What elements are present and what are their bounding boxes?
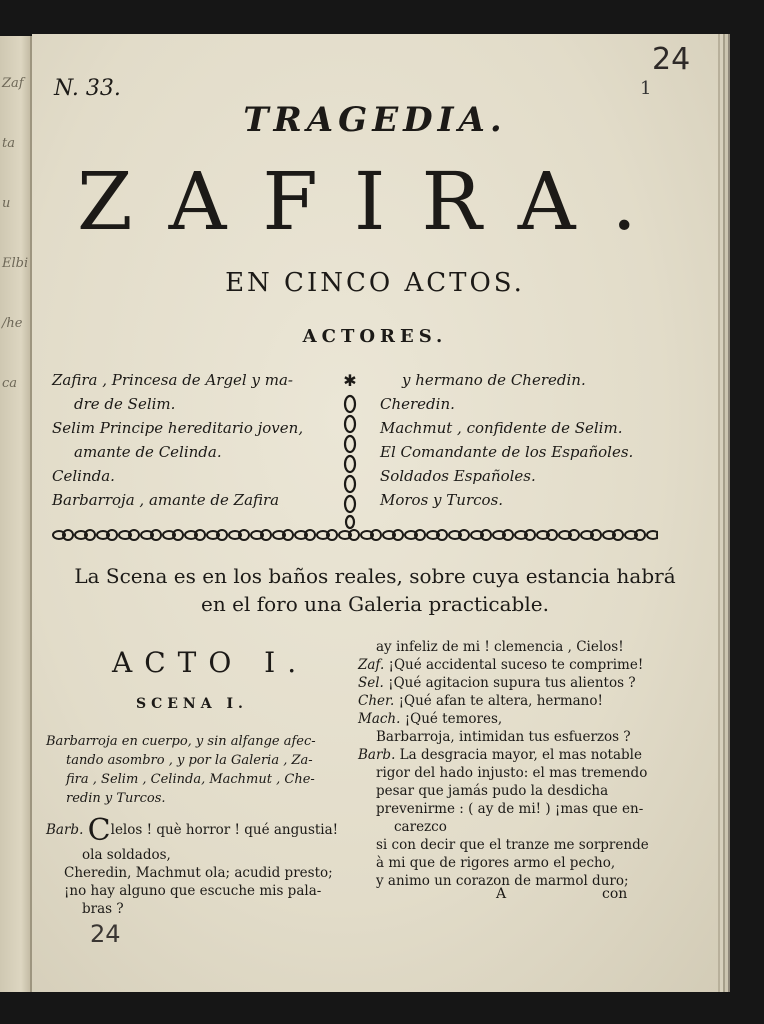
catchword: con [602, 886, 628, 902]
page-number-label: N. 33. [54, 76, 121, 101]
signature-mark: A [496, 886, 507, 902]
stage-direction-line: Barbarroja en cuerpo, y sin alfange afec- [46, 734, 316, 749]
border-motif [361, 530, 381, 540]
verse-text: ola soldados, [82, 847, 171, 863]
verse-line [358, 854, 652, 872]
verse-line [358, 638, 652, 656]
actor-entry: dre de Selim. [74, 395, 176, 413]
genre-heading: TRAGEDIA. [243, 100, 507, 140]
handwritten-folio-top: 24 [652, 42, 691, 77]
verse-line [358, 836, 652, 854]
scene-note-line-1: La Scena es en los baños reales, sobre cuya estancia habrá [74, 564, 676, 588]
verse-line [358, 692, 652, 710]
border-motif [339, 530, 359, 540]
border-motif [75, 530, 95, 540]
scene-note-line-2: en el foro una Galeria practicable. [201, 592, 549, 616]
border-motif [317, 530, 337, 540]
border-motif [537, 530, 557, 540]
adjacent-page-fragment: ta [2, 136, 15, 151]
actor-entry: Soldados Españoles. [380, 467, 536, 485]
verse-text: carezco [394, 819, 447, 835]
stage-direction [46, 732, 340, 808]
actors-list-left [52, 368, 326, 512]
border-motif [295, 530, 315, 540]
scene-heading: SCENA I. [136, 696, 248, 712]
actors-list-right [380, 368, 710, 512]
border-motif [471, 530, 491, 540]
scene-setting-note [32, 562, 718, 618]
dialogue-column-left [46, 813, 340, 918]
verse-text: ¡Qué agitacion supura tus alientos ? [388, 675, 636, 691]
verse-line [46, 864, 340, 882]
verse-text: y animo un corazon de marmol duro; [376, 873, 629, 889]
actor-entry: El Comandante de los Españoles. [380, 443, 634, 461]
adjacent-page-fragment: u [2, 196, 11, 211]
speaker-label: Cher. [358, 693, 399, 709]
border-motif [141, 530, 161, 540]
verse-text: Barbarroja, intimidan tus esfuerzos ? [376, 729, 631, 745]
adjacent-page-fragment: /he [2, 316, 23, 331]
border-motif [185, 530, 205, 540]
speaker-label: Barb. [46, 822, 88, 838]
ornamental-border-icon [52, 527, 658, 543]
actor-entry: y hermano de Cheredin. [402, 371, 586, 389]
actor-entry: Machmut , confidente de Selim. [380, 419, 623, 437]
adjacent-page-fragment: ca [2, 376, 18, 391]
border-motif [405, 530, 425, 540]
border-motif [53, 530, 73, 540]
dialogue-column-right [358, 638, 652, 890]
actor-entry: Celinda. [52, 467, 115, 485]
border-motif [229, 530, 249, 540]
chain-ornament-icon [336, 372, 364, 532]
border-motif [273, 530, 293, 540]
play-subtitle: EN CINCO ACTOS. [225, 268, 525, 298]
stage-direction-line: fira , Selim , Celinda, Machmut , Che- [66, 772, 315, 787]
border-motif [251, 530, 271, 540]
verse-text: Cheredin, Machmut ola; acudid presto; [64, 865, 333, 881]
handwritten-folio-bottom: 24 [90, 920, 121, 948]
stage-direction-line: redin y Turcos. [66, 791, 166, 806]
verse-line [46, 882, 340, 900]
play-title: ZAFIRA. [77, 155, 673, 248]
border-motif [427, 530, 447, 540]
speaker-label: Zaf. [358, 657, 389, 673]
verse-line [358, 656, 652, 674]
border-motif [603, 530, 623, 540]
verse-line [358, 674, 652, 692]
verse-text: si con decir que el tranze me sorprende [376, 837, 649, 853]
speaker-label: Barb. [358, 747, 400, 763]
border-motif [383, 530, 403, 540]
adjacent-page-fragment: Elbi [2, 256, 29, 271]
actor-entry: Cheredin. [380, 395, 455, 413]
border-motif [559, 530, 579, 540]
verse-line [358, 728, 652, 746]
verse-text: ¡Qué temores, [404, 711, 503, 727]
verse-line [358, 746, 652, 764]
verse-text: ¡Qué accidental suceso te comprime! [388, 657, 644, 673]
speaker-label: Mach. [358, 711, 405, 727]
verse-line [46, 846, 340, 864]
actor-entry: Zafira , Princesa de Argel y ma- [52, 371, 293, 389]
speaker-label: Sel. [358, 675, 389, 691]
verse-text: rigor del hado injusto: el mas tremendo [376, 765, 648, 781]
corner-mark: 1 [640, 78, 652, 99]
border-motif [207, 530, 227, 540]
verse-line [358, 710, 652, 728]
actor-entry: amante de Celinda. [74, 443, 222, 461]
verse-line [358, 818, 652, 836]
verse-text: bras ? [82, 901, 124, 917]
verse-text: à mi que de rigores armo el pecho, [376, 855, 616, 871]
act-heading: ACTO I. [112, 646, 309, 679]
adjacent-page-fragment: Zaf [2, 76, 24, 91]
actor-entry: Barbarroja , amante de Zafira [52, 491, 280, 509]
border-motif [647, 530, 658, 540]
actor-entry: Selim Principe hereditario joven, [52, 419, 304, 437]
border-motif [493, 530, 513, 540]
drop-cap: C [87, 813, 111, 848]
actors-heading: ACTORES. [302, 326, 448, 347]
verse-line [358, 764, 652, 782]
verse-line [46, 813, 340, 848]
border-motif [119, 530, 139, 540]
verse-text: ay infeliz de mi ! clemencia , Cielos! [376, 639, 624, 655]
border-motif [625, 530, 645, 540]
border-motif [515, 530, 535, 540]
book-page [32, 34, 718, 992]
stage-direction-line: tando asombro , y por la Galeria , Za- [66, 753, 313, 768]
border-motif [97, 530, 117, 540]
verse-line [46, 900, 340, 918]
verse-text: La desgracia mayor, el mas notable [399, 747, 642, 763]
border-motif [581, 530, 601, 540]
verse-text: prevenirme : ( ay de mi! ) ¡mas que en- [376, 801, 644, 817]
svg-text:✱: ✱ [343, 372, 357, 390]
actor-entry: Moros y Turcos. [380, 491, 504, 509]
verse-text: ¡Qué afan te altera, hermano! [398, 693, 603, 709]
verse-line [358, 800, 652, 818]
verse-text: pesar que jamás pudo la desdicha [376, 783, 609, 799]
adjacent-page-edge [0, 36, 32, 992]
border-motif [163, 530, 183, 540]
verse-line [358, 782, 652, 800]
verse-text: ¡no hay alguno que escuche mis pala- [64, 883, 322, 899]
verse-text: lelos ! què horror ! qué angustia! [110, 822, 339, 838]
border-motif [449, 530, 469, 540]
